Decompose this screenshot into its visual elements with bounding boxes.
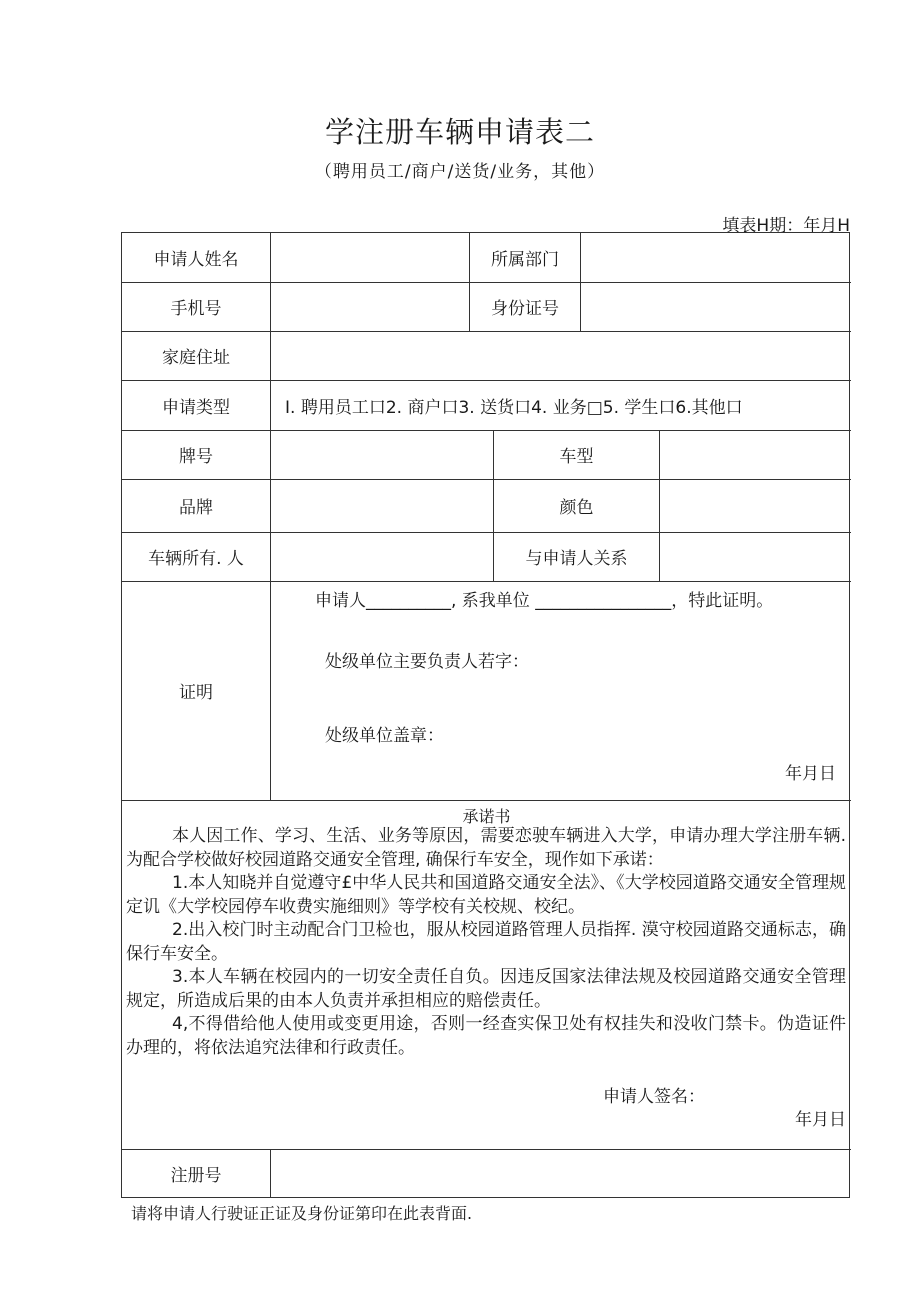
application-form-table <box>121 232 850 1198</box>
proof-signature-label: 处级单位主要负责人若字： <box>325 652 529 672</box>
pledge-item-1: 1.本人知晓并自觉遵守£中华人民共和国道路交通安全法》、《大学校园道路交通安全管理规定讥《大学校园停车收费实施细则》等学校有关校规、校纪。 <box>126 873 846 917</box>
brand-label: 品牌 <box>179 498 213 518</box>
id-number-field[interactable] <box>581 282 851 331</box>
proof-date: 年月日 <box>785 764 836 784</box>
model-label: 车型 <box>559 447 594 467</box>
footnote: 请将申请人行驶证正证及身份证第印在此表背面. <box>131 1204 473 1223</box>
form-title: 学注册车辆申请表二 <box>324 115 595 149</box>
proof-label: 证明 <box>179 683 213 703</box>
pledge-title: 承诺书 <box>462 807 511 826</box>
proof-statement: 申请人__________, 系我单位 ________________，特此证明。 <box>315 591 774 611</box>
registration-field[interactable] <box>271 1149 851 1198</box>
plate-field[interactable] <box>271 430 493 479</box>
fill-date: 填表H期：年月H <box>722 216 850 236</box>
address-field[interactable] <box>271 331 851 380</box>
relation-label: 与申请人关系 <box>525 549 628 569</box>
proof-seal-label: 处级单位盖章： <box>325 726 444 746</box>
owner-field[interactable] <box>271 532 493 581</box>
form-subtitle: （聘用员工/商户/送货/业务，其他） <box>314 162 606 182</box>
registration-label: 注册号 <box>170 1166 222 1186</box>
pledge-signature-label: 申请人签名： <box>603 1087 705 1107</box>
pledge-intro: 本人因工作、学习、生活、业务等原因，需要恋驶车辆进入大学，申请办理大学注册车辆. 为配合学校做好校园道路交通安全管理, 确保行车安全，现作如下承诺： <box>126 826 846 870</box>
plate-label: 牌号 <box>179 447 213 467</box>
department-field[interactable] <box>581 233 851 282</box>
owner-label: 车辆所有. 人 <box>148 549 244 569</box>
pledge-item-2: 2.出入校门时主动配合门卫检也，服从校园道路管理人员指挥. 漠守校园道路交通标志，确保行车安全。 <box>126 920 846 964</box>
model-field[interactable] <box>660 430 851 479</box>
mobile-label: 手机号 <box>170 299 222 319</box>
apply-type-label: 申请类型 <box>162 397 230 418</box>
pledge-date: 年月日 <box>795 1110 846 1130</box>
brand-field[interactable] <box>271 479 493 532</box>
id-number-label: 身份证号 <box>491 299 559 319</box>
relation-field[interactable] <box>660 532 851 581</box>
apply-type-options[interactable]: I. 聘用员工口2. 商户口3. 送货口4. 业务□5. 学生口6.其他口 <box>285 397 743 418</box>
color-field[interactable] <box>660 479 851 532</box>
color-label: 颜色 <box>559 498 594 518</box>
mobile-field[interactable] <box>271 282 469 331</box>
applicant-name-field[interactable] <box>271 233 469 282</box>
address-label: 家庭住址 <box>162 348 230 368</box>
pledge-item-4: 4,不得借给他人使用或变更用途，否则一经查实保卫处有权挂失和没收门禁卡。伪造证件办理的，将依法追究法律和行政责任。 <box>126 1014 846 1058</box>
applicant-name-label: 申请人姓名 <box>153 250 239 270</box>
pledge-item-3: 3.本人车辆在校园内的一切安全责任自负。因违反国家法律法规及校园道路交通安全管理规定，所造成后果的由本人负责并承担相应的赔偿责任。 <box>126 967 846 1011</box>
department-label: 所属部门 <box>491 250 559 270</box>
